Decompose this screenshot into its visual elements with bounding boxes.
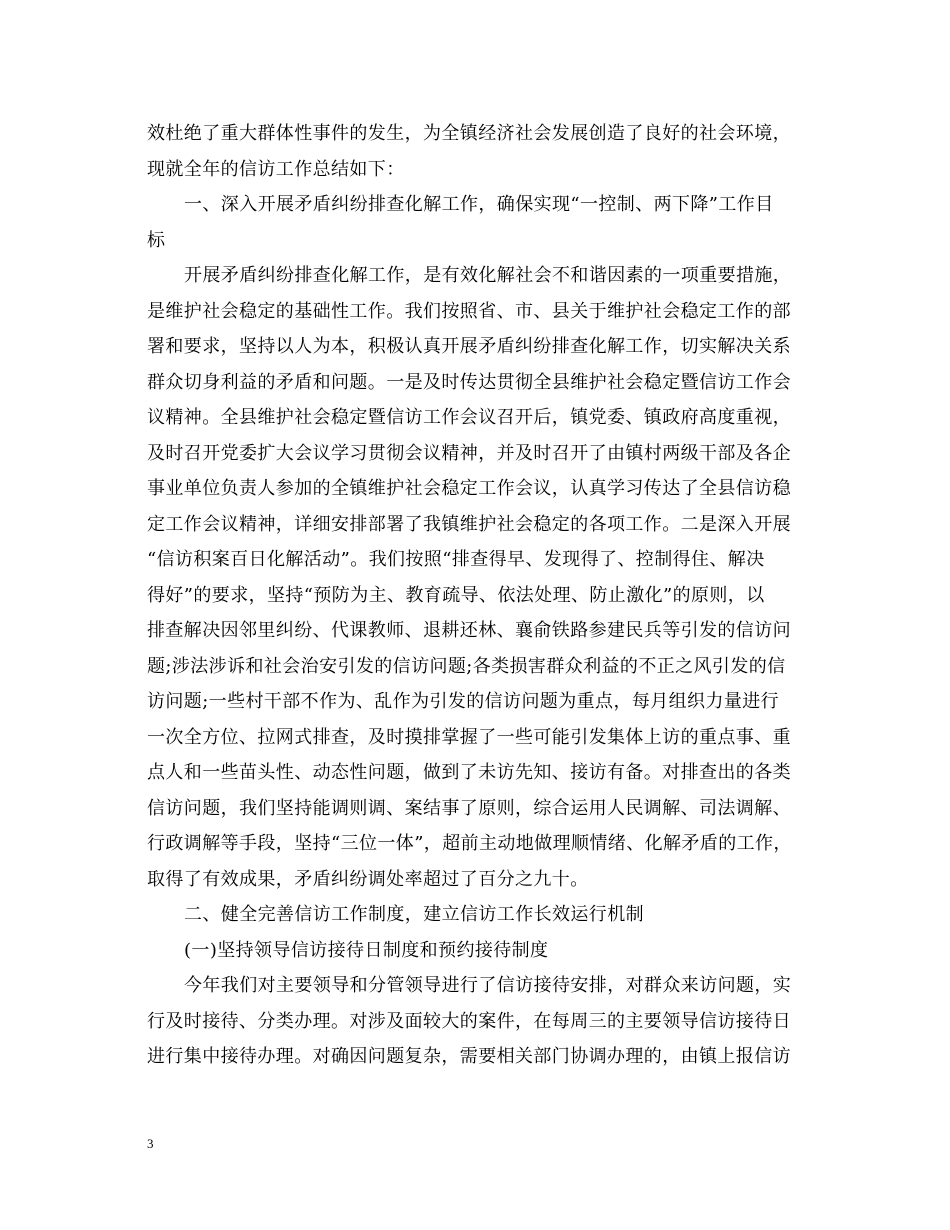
text-line: 今年我们对主要领导和分管领导进行了信访接待安排，对群众来访问题，实: [184, 975, 792, 996]
body-text: [147, 116, 807, 1075]
text-line: 二、健全完善信访工作制度，建立信访工作长效运行机制: [184, 904, 644, 925]
text-line: 议精神。全县维护社会稳定暨信访工作会议召开后，镇党委、镇政府高度重视，: [147, 407, 791, 428]
text-line: 署和要求，坚持以人为本，积极认真开展矛盾纠纷排查化解工作，切实解决关系: [147, 336, 791, 357]
text-line: 效杜绝了重大群体性事件的发生，为全镇经济社会发展创造了良好的社会环境，: [147, 123, 791, 144]
text-line: (一)坚持领导信访接待日制度和预约接待制度: [184, 939, 549, 961]
text-line: 题;涉法涉诉和社会治安引发的信访问题;各类损害群众利益的不正之风引发的信: [147, 655, 786, 677]
text-line: 行政调解等手段，坚持“三位一体”，超前主动地做理顺情绪、化解矛盾的工作，: [147, 833, 792, 854]
text-line: 取得了有效成果，矛盾纠纷调处率超过了百分之九十。: [147, 868, 589, 890]
text-line: 排查解决因邻里纠纷、代课教师、退耕还林、襄俞铁路参建民兵等引发的信访问: [147, 620, 791, 641]
text-line: 群众切身利益的矛盾和问题。一是及时传达贯彻全县维护社会稳定暨信访工作会: [147, 371, 791, 393]
text-line: 行及时接待、分类办理。对涉及面较大的案件，在每周三的主要领导信访接待日: [147, 1010, 791, 1032]
text-line: 一次全方位、拉网式排查，及时摸排掌握了一些可能引发集体上访的重点事、重: [147, 726, 791, 748]
text-line: 开展矛盾纠纷排查化解工作，是有效化解社会不和谐因素的一项重要措施，: [184, 265, 792, 286]
text-line: 及时召开党委扩大会议学习贯彻会议精神，并及时召开了由镇村两级干部及各企: [147, 442, 791, 464]
text-line: 标: [147, 229, 166, 251]
text-line: 进行集中接待办理。对确因问题复杂，需要相关部门协调办理的，由镇上报信访: [147, 1046, 791, 1067]
text-line: 得好”的要求，坚持“预防为主、教育疏导、依法处理、防止激化”的原则，以: [147, 584, 765, 606]
page-number: 3: [147, 1136, 154, 1151]
text-line: 现就全年的信访工作总结如下：: [147, 158, 405, 180]
text-line: “信访积案百日化解活动”。我们按照“排查得早、发现得了、控制得住、解决: [147, 549, 765, 570]
text-line: 访问题;一些村干部不作为、乱作为引发的信访问题为重点，每月组织力量进行: [147, 691, 780, 712]
text-line: 是维护社会稳定的基础性工作。我们按照省、市、县关于维护社会稳定工作的部: [147, 300, 791, 322]
text-line: 点人和一些苗头性、动态性问题，做到了未访先知、接访有备。对排查出的各类: [147, 762, 791, 783]
text-line: 信访问题，我们坚持能调则调、案结事了原则，综合运用人民调解、司法调解、: [147, 797, 791, 819]
text-line: 定工作会议精神，详细安排部署了我镇维护社会稳定的各项工作。二是深入开展: [147, 513, 791, 535]
text-line: 事业单位负责人参加的全镇维护社会稳定工作会议，认真学习传达了全县信访稳: [147, 478, 791, 499]
text-line: 一、深入开展矛盾纠纷排查化解工作，确保实现“一控制、两下降”工作目: [184, 194, 774, 215]
